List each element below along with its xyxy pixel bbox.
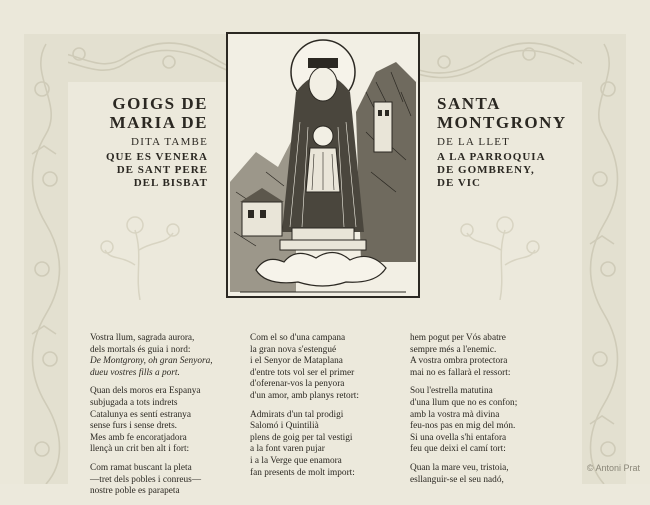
- stanza: [410, 463, 517, 486]
- verse-line: amb la vostra mà divina: [410, 409, 500, 420]
- flower-sprig-icon: [455, 205, 545, 300]
- stanza: [410, 333, 517, 379]
- title-line: SANTA: [437, 94, 501, 113]
- subtitle-line: DITA TAMBE: [131, 136, 208, 148]
- left-floral-border: [24, 34, 68, 484]
- verse-line: d'entre tots vol ser el primer: [250, 367, 355, 378]
- verse-line: Si una ovella s'hi entafora: [410, 432, 507, 443]
- verse-line: la gran nova s'estengué: [250, 344, 337, 355]
- stanza: [250, 333, 359, 403]
- verse-line: —tret dels pobles i conreus—: [90, 474, 202, 485]
- subtitle-line: DE LA LLET: [437, 136, 511, 148]
- verse-line: Quan dels moros era Espanya: [90, 386, 201, 397]
- verse-line: Catalunya es sentí estranya: [90, 409, 191, 420]
- refrain-line: De Montgrony, oh gran Senyora,: [90, 356, 213, 367]
- verse-line: feu-nos pas en mig del món.: [410, 421, 516, 432]
- subtitle-line: DE SANT PERE: [116, 164, 208, 176]
- stanza: [90, 333, 213, 379]
- stanza: [250, 410, 359, 480]
- floral-pattern-icon: [582, 34, 626, 484]
- verse-line: Salomó i Quintilià: [250, 421, 319, 432]
- verse-line: Quan la mare veu, tristoia,: [410, 462, 509, 473]
- verse-line: sempre més a l'enemic.: [410, 344, 497, 355]
- title-left: [90, 94, 208, 190]
- verse-line: Admirats d'un tal prodigi: [250, 409, 344, 420]
- virgin-and-child-engraving: [226, 32, 420, 298]
- verse-column-2: [250, 333, 359, 486]
- stanza: [90, 463, 213, 498]
- title-right: [437, 94, 587, 190]
- verse-line: nostre poble es parapeta: [90, 486, 180, 497]
- verse-line: dels mortals és guia i nord:: [90, 344, 191, 355]
- verse-line: Com ramat buscant la pleta: [90, 462, 192, 473]
- verse-line: esllanguir-se el seu nadó,: [410, 474, 504, 485]
- subtitle-line: QUE ES VENERA: [105, 151, 208, 163]
- verse-line: hem pogut per Vós abatre: [410, 333, 506, 343]
- verse-line: a la font varen pujar: [250, 444, 325, 455]
- verse-line: Mes amb fe encoratjadora: [90, 432, 187, 443]
- verse-line: d'un amor, amb planys retort:: [250, 390, 359, 401]
- verse-column-1: [90, 333, 213, 505]
- verse-line: plens de goig per tal vestigi: [250, 432, 353, 443]
- subtitle-line: DE VIC: [437, 177, 482, 189]
- verse-line: feu que deixi el camí tort:: [410, 444, 506, 455]
- right-floral-border: [582, 34, 626, 484]
- title-line: GOIGS DE: [112, 94, 208, 113]
- stanza: [410, 386, 517, 456]
- verse-line: d'oferenar-vos la penyora: [250, 379, 345, 390]
- verse-line: Sou l'estrella matutina: [410, 386, 493, 397]
- verse-line: llençà un crit ben alt i fort:: [90, 444, 190, 455]
- floral-pattern-icon: [24, 34, 68, 484]
- title-line: MARIA DE: [109, 113, 208, 132]
- verse-line: i a la Verge que enamora: [250, 455, 342, 466]
- title-line: MONTGRONY: [437, 113, 567, 132]
- verse-line: mai no es fallarà el ressort:: [410, 367, 511, 378]
- refrain-line: dueu vostres fills a port.: [90, 367, 180, 378]
- verse-line: subjugada a tots indrets: [90, 397, 178, 408]
- verse-line: Com el so d'una campana: [250, 333, 346, 343]
- verse-line: A vostra ombra protectora: [410, 356, 508, 367]
- stanza: [90, 386, 213, 456]
- subtitle-line: DE GOMBRENY,: [437, 164, 535, 176]
- flower-sprig-icon: [95, 205, 185, 300]
- verse-line: d'una llum que no es confon;: [410, 397, 518, 408]
- verse-line: fan presents de molt import:: [250, 467, 355, 478]
- verse-line: sense furs i sense drets.: [90, 421, 178, 432]
- copyright-watermark: © Antoni Prat: [586, 463, 640, 473]
- verse-line: i el Senyor de Mataplana: [250, 356, 343, 367]
- verse-line: Vostra llum, sagrada aurora,: [90, 333, 195, 343]
- subtitle-line: A LA PARROQUIA: [437, 151, 546, 163]
- verse-column-3: [410, 333, 517, 493]
- subtitle-line: DEL BISBAT: [133, 177, 208, 189]
